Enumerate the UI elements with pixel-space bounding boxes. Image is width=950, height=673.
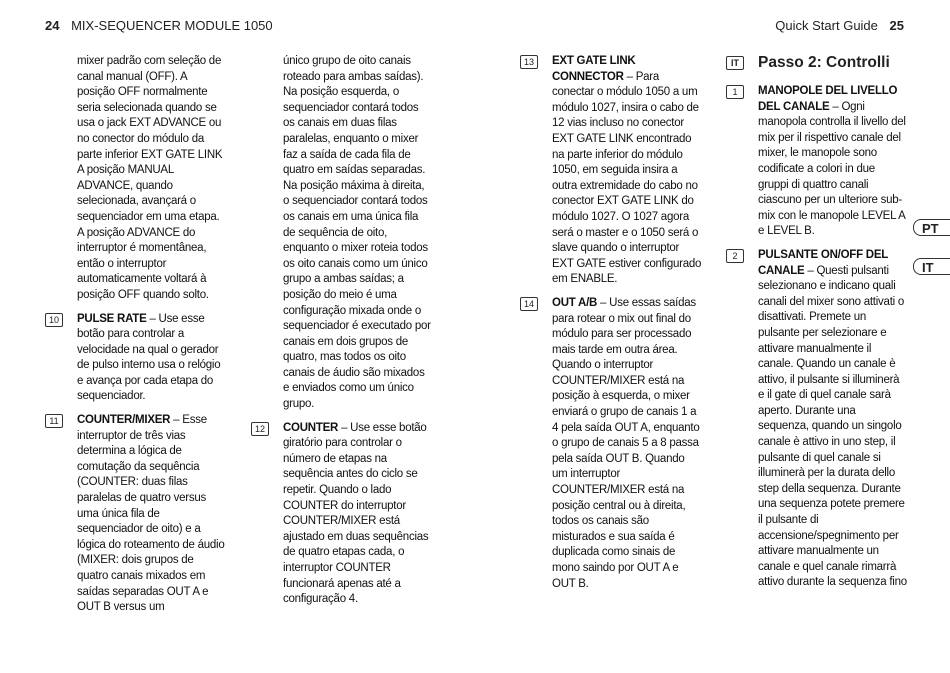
item-number-badge: 11 [45, 414, 63, 428]
column-3 [523, 54, 702, 600]
left-page-header [45, 18, 273, 33]
item-text: – Use esse botão giratório para controlar o número de etapas na sequência antes do ciclo se repetir. Quando o lado COUNTER do interruptor COUNTER/MIXER está ajustado em duas sequências de quatro etapas cada, o interruptor COUNTER funcionará apenas até a configuração 4. [283, 421, 429, 606]
item-title: COUNTER [283, 421, 339, 434]
language-tab-it[interactable]: IT [913, 258, 950, 275]
item-title: PULSANTE ON/OFF DEL CANALE [758, 248, 888, 277]
left-page-number: 24 [45, 18, 60, 33]
item-number-badge: 10 [45, 313, 63, 327]
list-item [523, 296, 702, 592]
column-1 [48, 54, 227, 624]
list-item [732, 248, 908, 591]
item-number-badge: 1 [726, 85, 744, 99]
column-4 [731, 54, 908, 599]
right-page-header [775, 18, 904, 33]
item-title: PULSE RATE [77, 312, 147, 325]
item-text: – Para conectar o módulo 1050 a um módulo 1027, insira o cabo de 12 vias incluso no conector EXT GATE LINK encontrado na parte inferior do módulo 1050, em seguida insira a outra extremidade do cabo no conector EXT GATE LINK do módulo 1027. O 1027 agora será o master e o 1050 será o slave quando o interruptor EXT GATE estiver configurado em ENABLE. [552, 70, 702, 286]
item-text: – Questi pulsanti selezionano e indicano quali canali del mixer sono attivati o disattivati. Premete un pulsante per selezionare e attivare manualmente il canale. Quando un canale è attivo, il pulsante si illuminerà e il gate di quel canale sarà aperto. Durante una sequenza, quando un singolo canale è attivo in uno step, il pulsante di quel canale si illuminerà per la durata dello step della sequenza. Durante una sequenza potete premere il pulsante di accensione/spegnimento per attivare manualmente un canale e quel canale rimarrà attivo durante la sequenza fino [758, 264, 907, 589]
item-number-badge: 13 [520, 55, 538, 69]
list-item [254, 421, 433, 608]
item-title: COUNTER/MIXER [77, 414, 171, 427]
list-item [523, 54, 702, 288]
right-page-number: 25 [889, 18, 904, 33]
item-number-badge: 2 [726, 249, 744, 263]
item-text: – Use essas saídas para rotear o mix out final do módulo para ser processado mais tarde em outra área. Quando o interruptor COUNTER/MIXER está na posição à esquerda, o mixer enviará o grupo de canais 1 a 4 pela saída OUT A, enquanto o grupo de canais 5 a 8 passa pela saída OUT B. Quando um interruptor COUNTER/MIXER está na posição central ou à direita, todos os canais são misturados e sua saída é duplicada como sinais de mono saindo por OUT A e OUT B. [552, 296, 700, 590]
right-page-title: Quick Start Guide [775, 18, 878, 33]
list-item [49, 413, 227, 616]
item-text: – Ogni manopola controlla il livello del mix per il rispettivo canale del mixer, le manopole sono codificate a colori in due gruppi di quattro canali ciascuno per un ulteriore sub-mix con le manopole LEVEL A e LEVEL B. [758, 100, 906, 238]
item-text: – Esse interruptor de três vias determina a lógica de comutação da sequência (COUNTER: duas filas paralelas de quatro versus uma única fila de sequenciador de oito) e a lógica do roteamento de áudio (MIXER: dois grupos de quatro canais mixados em saídas separadas OUT A e OUT B versus um [77, 414, 225, 614]
language-badge: IT [726, 56, 744, 70]
list-item [48, 312, 227, 406]
item-number-badge: 14 [520, 297, 538, 311]
language-tab-pt[interactable]: PT [913, 219, 950, 236]
item-text: – Use esse botão para controlar a velocidade na qual o gerador de pulso interno usa o relógio e avança por cada etapa do sequenciador. [77, 312, 221, 403]
continuation-text: mixer padrão com seleção de canal manual (OFF). A posição OFF normalmente seria selecionada quando se usa o jack EXT ADVANCE ou no conector do módulo da parte inferior EXT GATE LINK A posição MANUAL ADVANCE, quando selecionada, avançará o sequenciador em uma etapa. A posição ADVANCE do interruptor é momentânea, então o interruptor automaticamente voltará à posição OFF quando solto. [77, 55, 223, 301]
list-item [732, 84, 908, 240]
left-page-title: MIX-SEQUENCER MODULE 1050 [71, 18, 273, 33]
continuation-text: único grupo de oito canais roteado para ambas saídas). Na posição esquerda, o sequenciador contará todos os canais em duas filas paralelas, enquanto o mixer faz a saída de cada fila de quatro em saídas separadas. Na posição máxima à direita, o sequenciador contará todos os canais em uma única fila de sequência de oito, enquanto o mixer roteia todos os oito canais como um único grupo a ambas saídas; a posição do meio é uma configuração mixada onde o sequenciador é executado por canais em dois grupos de quatro, mas todos os oito canais de áudio são mixados e enviados como um único grupo. [283, 55, 431, 411]
item-title: OUT A/B [552, 296, 598, 309]
section-title [731, 54, 908, 72]
item-number-badge: 12 [251, 422, 269, 436]
column-2 [254, 54, 433, 616]
section-title-text: Passo 2: Controlli [758, 54, 890, 71]
item-title: MANOPOLE DEL LIVELLO DEL CANALE [758, 85, 898, 113]
item-title: EXT GATE LINK CONNECTOR [552, 55, 636, 83]
